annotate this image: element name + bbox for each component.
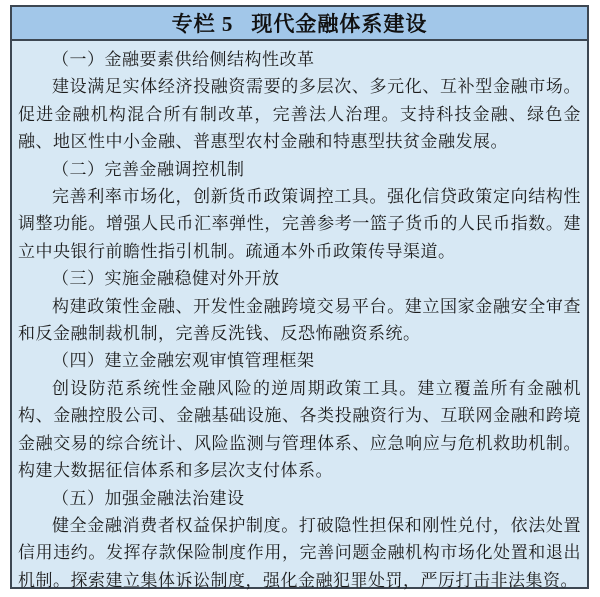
section-paragraph: 建设满足实体经济投融资需要的多层次、多元化、互补型金融市场。促进金融机构混合所有制改革，完善法人治理。支持科技金融、绿色金融、地区性中小金融、普惠型农村金融和特惠型扶贫金融发展。 <box>18 77 581 152</box>
column-box-header <box>12 7 587 41</box>
section-heading: （四）建立金融宏观审慎管理框架 <box>52 351 315 371</box>
column-box-body <box>12 41 587 596</box>
column-title: 现代金融体系建设 <box>251 12 428 36</box>
section-paragraph: 健全金融消费者权益保护制度。打破隐性担保和刚性兑付，依法处置信用违约。发挥存款保险制度作用，完善问题金融机构市场化处置和退出机制。探索建立集体诉讼制度，强化金融犯罪处罚，严厉打击非法集资。 <box>18 515 581 590</box>
column-box <box>10 5 589 589</box>
section-heading: （二）完善金融调控机制 <box>52 159 245 179</box>
section-heading: （三）实施金融稳健对外开放 <box>52 269 280 289</box>
section-paragraph: 创设防范系统性金融风险的逆周期政策工具。建立覆盖所有金融机构、金融控股公司、金融基础设施、各类投融资行为、互联网金融和跨境金融交易的综合统计、风险监测与管理体系、应急响应与危机救助机制。构建大数据征信体系和多层次支付体系。 <box>18 378 581 481</box>
section-heading: （五）加强金融法治建设 <box>52 488 245 508</box>
column-number-label: 专栏 5 <box>171 12 234 36</box>
section-heading: （一）金融要素供给侧结构性改革 <box>52 50 315 69</box>
section-paragraph: 构建政策性金融、开发性金融跨境交易平台。建立国家金融安全审查和反金融制裁机制，完善反洗钱、反恐怖融资系统。 <box>18 296 581 344</box>
section-paragraph: 完善利率市场化，创新货币政策调控工具。强化信贷政策定向结构性调整功能。增强人民币汇率弹性，完善参考一篮子货币的人民币指数。建立中央银行前瞻性指引机制。疏通本外币政策传导渠道。 <box>18 187 581 261</box>
